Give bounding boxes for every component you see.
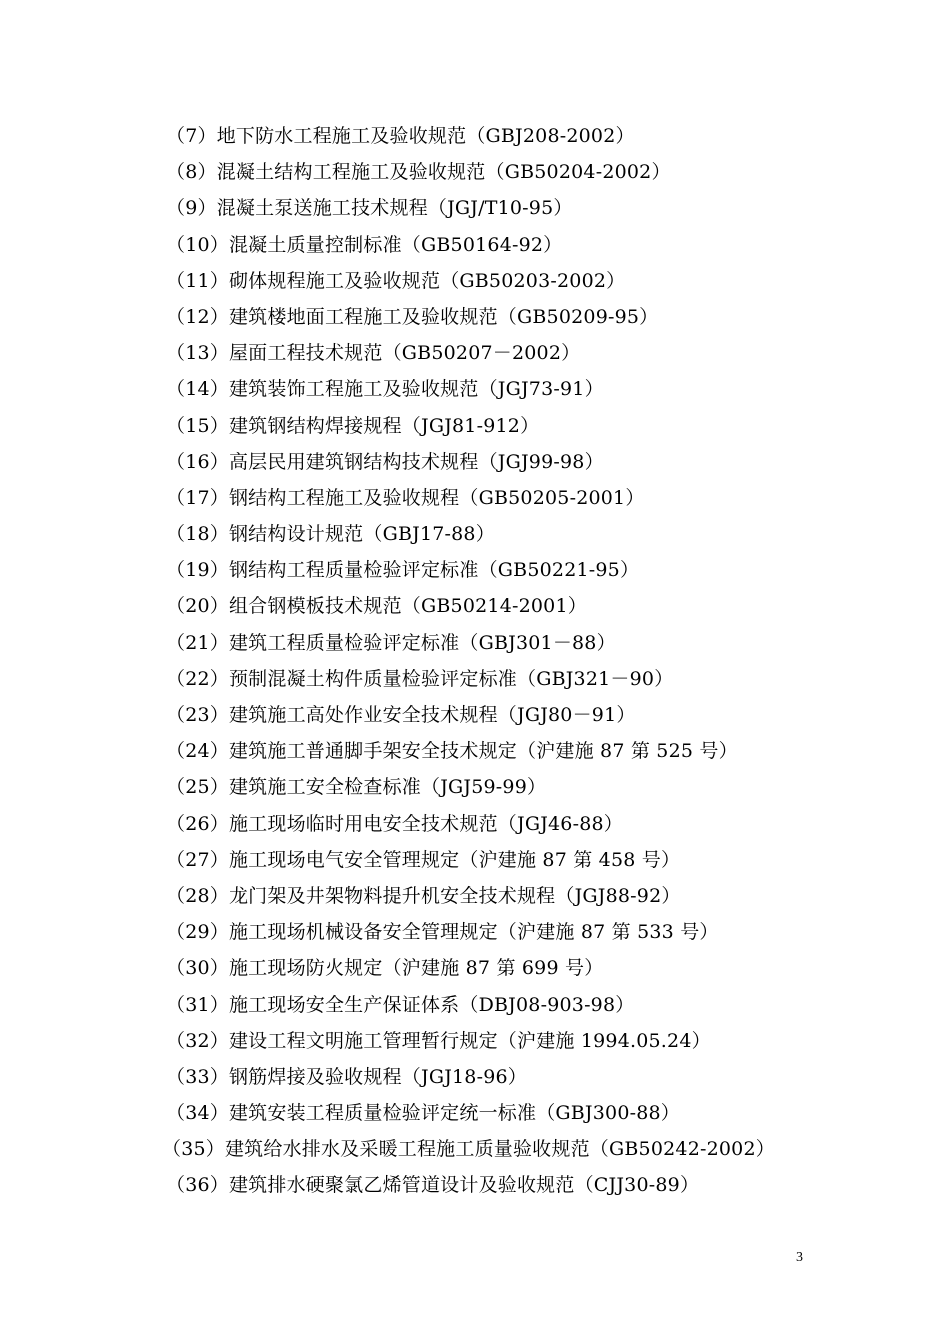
item-title: 砌体规程施工及验收规范 — [228, 269, 441, 292]
list-item — [166, 516, 775, 552]
item-number: （28） — [166, 884, 229, 907]
item-title: 混凝土结构工程施工及验收规范 — [216, 161, 486, 184]
item-code: （GBJ321－90） — [517, 667, 674, 690]
list-item — [166, 552, 775, 588]
item-code: （JGJ81-912） — [401, 414, 540, 437]
list-item — [162, 1131, 775, 1167]
list-item — [166, 299, 775, 335]
item-code: （DBJ08-903-98） — [459, 993, 635, 1016]
item-code: （GB50242-2002） — [589, 1138, 775, 1161]
item-code: （GBJ208-2002） — [466, 125, 635, 147]
item-number: （20） — [166, 595, 229, 618]
item-title: 钢筋焊接及验收规程 — [228, 1065, 402, 1088]
item-title: 建筑给水排水及采暖工程施工质量验收规范 — [224, 1138, 590, 1161]
item-code: （GB50205-2001） — [459, 486, 645, 509]
item-title: 建筑施工普通脚手架安全技术规定 — [228, 740, 517, 763]
item-number: （18） — [166, 523, 229, 546]
list-item — [166, 769, 775, 805]
list-item — [166, 154, 775, 190]
item-title: 组合钢模板技术规范 — [228, 595, 402, 618]
item-code: （GB50203-2002） — [440, 269, 626, 292]
item-title: 建筑施工高处作业安全技术规程 — [228, 704, 498, 726]
item-title: 建筑施工安全检查标准 — [228, 776, 421, 799]
item-number: （13） — [166, 342, 229, 365]
item-number: （25） — [166, 776, 229, 799]
list-item — [166, 1059, 775, 1095]
list-item — [166, 914, 775, 950]
item-number: （10） — [166, 233, 229, 256]
item-code: （JGJ46-88） — [497, 812, 623, 835]
item-number: （24） — [166, 740, 229, 763]
item-code: （JGJ59-99） — [421, 776, 547, 799]
item-title: 钢结构设计规范 — [228, 523, 364, 546]
item-number: （35） — [162, 1138, 225, 1161]
item-title: 钢结构工程施工及验收规程 — [228, 486, 460, 509]
item-code: （GB50207－2002） — [382, 342, 581, 365]
item-number: （23） — [166, 704, 229, 726]
list-item — [166, 806, 775, 842]
item-number: （34） — [166, 1102, 229, 1125]
item-number: （7） — [166, 125, 217, 147]
item-code: （JGJ80－91） — [497, 704, 636, 726]
list-item — [166, 190, 775, 226]
item-code: （JGJ73-91） — [478, 378, 604, 401]
item-number: （31） — [166, 993, 229, 1016]
item-code: （GBJ301－88） — [459, 631, 616, 654]
list-item — [166, 661, 775, 697]
list-item — [166, 842, 775, 878]
item-code: （JGJ18-96） — [401, 1065, 527, 1088]
list-item — [166, 371, 775, 407]
item-number: （14） — [166, 378, 229, 401]
item-code: （沪建施 87 第 525 号） — [517, 740, 738, 763]
list-item — [166, 625, 775, 661]
item-title: 施工现场防火规定 — [228, 957, 383, 980]
item-number: （29） — [166, 921, 229, 944]
item-number: （27） — [166, 848, 229, 871]
list-item — [166, 1095, 775, 1131]
list-item — [166, 950, 775, 986]
list-item — [166, 878, 775, 914]
list-item — [166, 480, 775, 516]
item-number: （32） — [166, 1029, 229, 1052]
item-number: （30） — [166, 957, 229, 980]
item-title: 高层民用建筑钢结构技术规程 — [228, 450, 479, 473]
item-title: 龙门架及井架物料提升机安全技术规程 — [228, 884, 556, 907]
item-number: （36） — [166, 1174, 229, 1197]
list-item — [166, 444, 775, 480]
item-title: 地下防水工程施工及验收规范 — [216, 125, 467, 147]
item-number: （26） — [166, 812, 229, 835]
item-code: （JGJ/T10-95） — [427, 197, 573, 220]
item-code: （GB50209-95） — [497, 305, 659, 328]
list-item — [166, 335, 775, 371]
item-number: （16） — [166, 450, 229, 473]
list-item — [166, 733, 775, 769]
list-item — [166, 987, 775, 1023]
item-title: 建筑排水硬聚氯乙烯管道设计及验收规范 — [228, 1174, 575, 1197]
item-number: （33） — [166, 1065, 229, 1088]
item-number: （12） — [166, 305, 229, 328]
item-title: 建筑钢结构焊接规程 — [228, 414, 402, 437]
item-code: （沪建施 87 第 458 号） — [459, 848, 681, 871]
item-code: （JGJ99-98） — [478, 450, 604, 473]
item-title: 施工现场机械设备安全管理规定 — [228, 921, 498, 944]
item-code: （GBJ17-88） — [363, 523, 495, 546]
item-title: 混凝土泵送施工技术规程 — [216, 197, 428, 220]
item-code: （GB50221-95） — [478, 559, 640, 582]
item-code: （沪建施 87 第 533 号） — [497, 921, 719, 944]
list-item — [166, 263, 775, 299]
page-number: 3 — [796, 1250, 803, 1265]
item-number: （19） — [166, 559, 229, 582]
item-code: （GB50214-2001） — [401, 595, 587, 618]
item-code: （沪建施 87 第 699 号） — [382, 957, 604, 980]
item-title: 施工现场电气安全管理规定 — [228, 848, 460, 871]
list-item — [166, 588, 775, 624]
item-number: （15） — [166, 414, 229, 437]
list-item — [166, 408, 775, 444]
item-number: （22） — [166, 667, 229, 690]
item-title: 建筑装饰工程施工及验收规范 — [228, 378, 479, 401]
item-title: 预制混凝土构件质量检验评定标准 — [228, 667, 517, 690]
list-item — [166, 1167, 775, 1203]
item-code: （JGJ88-92） — [555, 884, 681, 907]
item-title: 建筑工程质量检验评定标准 — [228, 631, 460, 654]
list-item — [166, 227, 775, 263]
item-title: 施工现场临时用电安全技术规范 — [228, 812, 498, 835]
item-number: （9） — [166, 197, 217, 220]
item-title: 建筑安装工程质量检验评定统一标准 — [228, 1102, 537, 1125]
item-code: （GBJ300-88） — [536, 1102, 681, 1125]
item-title: 建筑楼地面工程施工及验收规范 — [228, 305, 498, 328]
item-title: 混凝土质量控制标准 — [228, 233, 402, 256]
item-number: （8） — [166, 161, 217, 184]
item-title: 屋面工程技术规范 — [228, 342, 383, 365]
standards-list — [162, 118, 775, 1204]
list-item — [166, 118, 775, 154]
item-code: （沪建施 1994.05.24） — [497, 1029, 711, 1052]
item-code: （GB50164-92） — [401, 233, 563, 256]
item-number: （17） — [166, 486, 229, 509]
list-item — [166, 697, 775, 733]
item-number: （21） — [166, 631, 229, 654]
item-title: 钢结构工程质量检验评定标准 — [228, 559, 479, 582]
item-code: （GB50204-2002） — [485, 161, 671, 184]
item-title: 建设工程文明施工管理暂行规定 — [228, 1029, 498, 1052]
item-title: 施工现场安全生产保证体系 — [228, 993, 460, 1016]
item-number: （11） — [166, 269, 229, 292]
item-code: （CJJ30-89） — [574, 1174, 700, 1197]
list-item — [166, 1023, 775, 1059]
